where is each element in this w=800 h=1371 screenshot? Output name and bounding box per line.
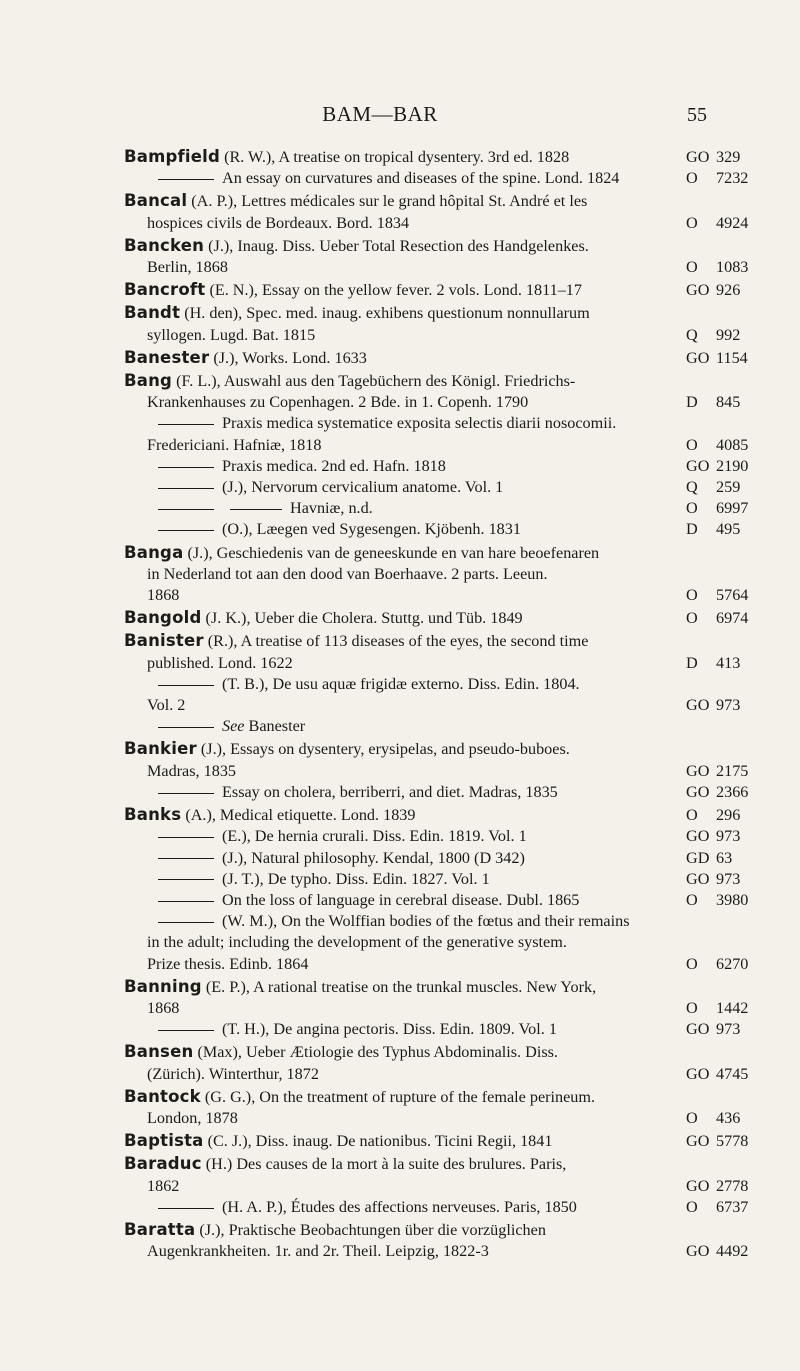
entry-text <box>124 542 686 564</box>
entry-line <box>124 848 764 869</box>
ditto-rule <box>158 1030 214 1031</box>
entry-headword: Bansen <box>124 1042 194 1062</box>
entry-headword: Bancken <box>124 235 205 255</box>
entry-title: Praxis medica systematice exposita selectis diarii nosocomii. <box>222 414 617 433</box>
shelf-number: 259 <box>716 478 741 497</box>
shelf-location: D <box>686 393 698 412</box>
ditto-rule <box>158 509 214 510</box>
entry-text <box>124 932 686 953</box>
entry-line <box>124 761 764 782</box>
entry-text <box>124 826 686 847</box>
entry-text <box>124 257 686 278</box>
entry-title: (W. M.), On the Wolffian bodies of the fœtus and their remains <box>222 912 630 931</box>
index-entry <box>124 190 764 233</box>
entry-continuation: in the adult; including the development of the generative system. <box>147 933 567 952</box>
entry-line <box>124 146 764 168</box>
entry-title: (G. G.), On the treatment of rupture of the female perineum. <box>200 1087 596 1106</box>
shelf-location: Q <box>686 478 698 497</box>
entry-text <box>124 370 686 392</box>
entry-text <box>124 190 686 212</box>
shelf-location: O <box>686 806 698 825</box>
index-entry <box>124 738 764 781</box>
entry-text <box>124 804 686 826</box>
entry-continuation: hospices civils de Bordeaux. Bord. 1834 <box>147 213 410 232</box>
entry-line <box>124 168 764 189</box>
shelf-location: O <box>686 890 698 909</box>
entry-line <box>124 1041 764 1063</box>
entry-title: Havniæ, n.d. <box>290 499 373 518</box>
entry-text <box>124 1153 686 1175</box>
ditto-rule <box>158 793 214 794</box>
entry-title: (J.), Nervorum cervicalium anatome. Vol. 1 <box>222 478 504 497</box>
entry-line <box>124 738 764 760</box>
entry-continuation: in Nederland tot aan den dood van Boerhaave. 2 parts. Leeun. <box>147 564 548 583</box>
entry-text <box>124 998 686 1019</box>
shelf-number: 4085 <box>716 435 749 454</box>
entry-text <box>124 146 686 168</box>
shelf-location: O <box>686 1197 698 1216</box>
index-entry <box>124 976 764 1019</box>
entry-line <box>124 1019 764 1040</box>
entry-line <box>124 564 764 585</box>
shelf-number: 973 <box>716 869 741 888</box>
entry-text <box>124 279 686 301</box>
see-target: Banester <box>244 717 306 736</box>
index-entry <box>124 716 764 737</box>
entry-headword: Bandt <box>124 303 181 323</box>
shelf-number: 413 <box>716 653 741 672</box>
entry-line <box>124 477 764 498</box>
shelf-location: O <box>686 998 698 1017</box>
ditto-rule <box>158 179 214 180</box>
index-entry <box>124 370 764 413</box>
entry-line <box>124 435 764 456</box>
entry-text <box>124 519 686 540</box>
entry-line <box>124 695 764 716</box>
shelf-location: O <box>686 499 698 518</box>
ditto-rule <box>158 530 214 531</box>
entry-line <box>124 826 764 847</box>
entry-text <box>124 585 686 606</box>
entry-line <box>124 302 764 324</box>
shelf-location: GO <box>686 1064 710 1083</box>
entry-line <box>124 347 764 369</box>
entry-continuation: 1868 <box>147 998 180 1017</box>
entry-line <box>124 279 764 301</box>
shelf-number: 926 <box>716 281 741 300</box>
shelf-number: 1442 <box>716 998 749 1017</box>
ditto-rule <box>158 879 214 880</box>
index-entry <box>124 1197 764 1218</box>
shelf-number: 7232 <box>716 169 749 188</box>
entry-line <box>124 519 764 540</box>
entry-line <box>124 782 764 803</box>
entry-text <box>124 1086 686 1108</box>
entry-text <box>124 716 686 737</box>
entry-headword: Baraduc <box>124 1154 202 1174</box>
index-entry <box>124 542 764 607</box>
entry-continuation: syllogen. Lugd. Bat. 1815 <box>147 325 316 344</box>
entry-continuation: 1862 <box>147 1176 180 1195</box>
entry-headword: Banester <box>124 347 210 367</box>
entry-text <box>124 630 686 652</box>
shelf-number: 1083 <box>716 258 749 277</box>
entry-title: (J.), Works. Lond. 1633 <box>209 348 367 367</box>
entry-line <box>124 998 764 1019</box>
ditto-rule <box>158 685 214 686</box>
index-entry <box>124 519 764 540</box>
shelf-number: 973 <box>716 696 741 715</box>
shelf-number: 6270 <box>716 954 749 973</box>
entry-line <box>124 1197 764 1218</box>
shelf-location: GO <box>686 869 710 888</box>
entry-title: An essay on curvatures and diseases of the spine. Lond. 1824 <box>222 169 620 188</box>
entry-title: (J.), Praktische Beobachtungen über die vorzüglichen <box>195 1220 546 1239</box>
shelf-location: GO <box>686 1020 710 1039</box>
entry-title: (A.), Medical etiquette. Lond. 1839 <box>181 806 416 825</box>
entry-text <box>124 1197 686 1218</box>
entry-title: (O.), Læegen ved Sygesengen. Kjöbenh. 1831 <box>222 520 521 539</box>
entry-title: (T. H.), De angina pectoris. Diss. Edin. 1809. Vol. 1 <box>222 1020 557 1039</box>
entry-line <box>124 890 764 911</box>
index-entry <box>124 235 764 278</box>
entry-line <box>124 1176 764 1197</box>
entry-text <box>124 302 686 324</box>
entry-line <box>124 954 764 975</box>
entry-continuation: Madras, 1835 <box>147 761 237 780</box>
entry-line <box>124 1241 764 1262</box>
index-entry <box>124 804 764 826</box>
entry-text <box>124 477 686 498</box>
shelf-location: GO <box>686 827 710 846</box>
index-entry <box>124 782 764 803</box>
entry-line <box>124 716 764 737</box>
shelf-location: D <box>686 520 698 539</box>
entry-text <box>124 325 686 346</box>
entry-title: (F. L.), Auswahl aus den Tagebüchern des Königl. Friedrichs- <box>172 372 576 391</box>
entry-title: (J. T.), De typho. Diss. Edin. 1827. Vol. 1 <box>222 869 490 888</box>
shelf-location: O <box>686 609 698 628</box>
entry-line <box>124 190 764 212</box>
entry-text <box>124 607 686 629</box>
shelf-location: GO <box>686 281 710 300</box>
shelf-location: O <box>686 435 698 454</box>
shelf-number: 3980 <box>716 890 749 909</box>
entry-text <box>124 674 686 695</box>
see-reference: See <box>222 717 245 736</box>
shelf-location: GO <box>686 1176 710 1195</box>
index-entry <box>124 1086 764 1129</box>
shelf-number: 4924 <box>716 213 749 232</box>
index-entry <box>124 607 764 629</box>
entry-text <box>124 435 686 456</box>
entry-line <box>124 1064 764 1085</box>
entry-title: (J.), Natural philosophy. Kendal, 1800 (D 342) <box>222 848 525 867</box>
entry-title: (C. J.), Diss. inaug. De nationibus. Ticini Regii, 1841 <box>203 1132 553 1151</box>
entry-line <box>124 869 764 890</box>
entry-line <box>124 1153 764 1175</box>
entry-text <box>124 869 686 890</box>
shelf-location: GO <box>686 348 710 367</box>
entry-line <box>124 674 764 695</box>
shelf-number: 2190 <box>716 456 749 475</box>
entry-text <box>124 413 686 434</box>
shelf-location: O <box>686 169 698 188</box>
shelf-location: GO <box>686 696 710 715</box>
entry-line <box>124 1219 764 1241</box>
entry-line <box>124 392 764 413</box>
entry-text <box>124 890 686 911</box>
index-entry <box>124 302 764 345</box>
index-entry <box>124 347 764 369</box>
entry-continuation: Augenkrankheiten. 1r. and 2r. Theil. Leipzig, 1822-3 <box>147 1242 489 1261</box>
entry-line <box>124 370 764 392</box>
index-entry <box>124 1130 764 1152</box>
entry-text <box>124 213 686 234</box>
index-entry <box>124 869 764 890</box>
entry-title: On the loss of language in cerebral disease. Dubl. 1865 <box>222 890 580 909</box>
entry-line <box>124 542 764 564</box>
ditto-rule <box>158 837 214 838</box>
shelf-location: GO <box>686 1132 710 1151</box>
entry-line <box>124 1130 764 1152</box>
entry-continuation: Fredericiani. Hafniæ, 1818 <box>147 435 322 454</box>
index-entry <box>124 1153 764 1196</box>
entry-headword: Baratta <box>124 1219 196 1239</box>
index-entry <box>124 1219 764 1262</box>
ditto-rule <box>158 858 214 859</box>
entry-title: (E. N.), Essay on the yellow fever. 2 vols. Lond. 1811–17 <box>205 281 582 300</box>
entry-text <box>124 347 686 369</box>
entry-headword: Banks <box>124 805 182 825</box>
entry-text <box>124 1041 686 1063</box>
entry-text <box>124 782 686 803</box>
entry-line <box>124 804 764 826</box>
page-number: 55 <box>687 104 707 126</box>
index-entry <box>124 848 764 869</box>
entry-line <box>124 235 764 257</box>
entry-line <box>124 911 764 932</box>
shelf-location: GO <box>686 761 710 780</box>
entry-text <box>124 1176 686 1197</box>
running-head: BAM—BAR <box>322 102 438 126</box>
entry-text <box>124 1064 686 1085</box>
shelf-number: 4492 <box>716 1242 749 1261</box>
entry-text <box>124 911 686 932</box>
entry-text <box>124 235 686 257</box>
entry-text <box>124 1108 686 1129</box>
entry-text <box>124 1219 686 1241</box>
entry-text <box>124 1019 686 1040</box>
entry-text <box>124 392 686 413</box>
shelf-location: O <box>686 954 698 973</box>
entry-text <box>124 761 686 782</box>
entry-line <box>124 630 764 652</box>
index-entry <box>124 890 764 911</box>
entry-line <box>124 257 764 278</box>
index-entry <box>124 168 764 189</box>
entry-title: (E. P.), A rational treatise on the trunkal muscles. New York, <box>201 977 597 996</box>
entry-title: (J.), Inaug. Diss. Ueber Total Resection des Handgelenkes. <box>204 236 589 255</box>
entry-text <box>124 848 686 869</box>
entry-continuation: (Zürich). Winterthur, 1872 <box>147 1064 319 1083</box>
entry-headword: Bankier <box>124 739 197 759</box>
entry-headword: Banister <box>124 631 204 651</box>
entry-continuation: Krankenhauses zu Copenhagen. 2 Bde. in 1. Copenh. 1790 <box>147 393 529 412</box>
shelf-location: GO <box>686 148 710 166</box>
entry-headword: Bancroft <box>124 280 206 300</box>
entry-text <box>124 738 686 760</box>
entry-title: (H. A. P.), Études des affections nerveuses. Paris, 1850 <box>222 1197 577 1216</box>
shelf-location: GO <box>686 1242 710 1261</box>
ditto-rule <box>158 467 214 468</box>
shelf-location: O <box>686 586 698 605</box>
shelf-location: O <box>686 213 698 232</box>
entry-title: Praxis medica. 2nd ed. Hafn. 1818 <box>222 456 446 475</box>
entry-headword: Bangold <box>124 608 202 628</box>
shelf-location: D <box>686 653 698 672</box>
entry-headword: Bampfield <box>124 147 221 166</box>
entry-text <box>124 695 686 716</box>
index-entry <box>124 456 764 477</box>
entry-title: (R. W.), A treatise on tropical dysentery. 3rd ed. 1828 <box>220 148 570 166</box>
entry-line <box>124 213 764 234</box>
entry-title: (Max), Ueber Ætiologie des Typhus Abdominalis. Diss. <box>193 1043 558 1062</box>
shelf-location: Q <box>686 325 698 344</box>
shelf-number: 845 <box>716 393 741 412</box>
entry-title: (H. den), Spec. med. inaug. exhibens questionum nonnullarum <box>180 304 590 323</box>
ditto-rule <box>230 509 282 510</box>
entry-headword: Bantock <box>124 1086 201 1106</box>
entry-line <box>124 1086 764 1108</box>
index-entry <box>124 498 764 519</box>
ditto-rule <box>158 922 214 923</box>
index-entry <box>124 911 764 975</box>
entry-continuation: Prize thesis. Edinb. 1864 <box>147 954 309 973</box>
index-entries <box>124 145 764 1262</box>
entry-text <box>124 1241 686 1262</box>
index-entry <box>124 826 764 847</box>
entry-text <box>124 498 686 519</box>
shelf-number: 6737 <box>716 1197 749 1216</box>
entry-title: (T. B.), De usu aquæ frigidæ externo. Diss. Edin. 1804. <box>222 674 580 693</box>
index-entry <box>124 279 764 301</box>
ditto-rule <box>158 901 214 902</box>
shelf-number: 5764 <box>716 586 749 605</box>
entry-continuation: 1868 <box>147 586 180 605</box>
shelf-location: GD <box>686 848 710 867</box>
index-entry <box>124 413 764 455</box>
entry-continuation: Berlin, 1868 <box>147 258 228 277</box>
entry-line <box>124 607 764 629</box>
shelf-location: GO <box>686 782 710 801</box>
shelf-location: O <box>686 1108 698 1127</box>
entry-title: (J. K.), Ueber die Cholera. Stuttg. und Tüb. 1849 <box>201 609 523 628</box>
ditto-rule <box>158 488 214 489</box>
entry-headword: Bang <box>124 371 173 391</box>
shelf-number: 2175 <box>716 761 749 780</box>
entry-text <box>124 954 686 975</box>
index-entry <box>124 1019 764 1040</box>
ditto-rule <box>158 424 214 425</box>
entry-text <box>124 564 686 585</box>
shelf-number: 1154 <box>716 348 748 367</box>
entry-headword: Banga <box>124 542 184 562</box>
entry-line <box>124 413 764 434</box>
shelf-number: 296 <box>716 806 741 825</box>
entry-headword: Baptista <box>124 1131 204 1151</box>
shelf-number: 2366 <box>716 782 749 801</box>
entry-text <box>124 456 686 477</box>
index-entry <box>124 146 764 168</box>
shelf-number: 2778 <box>716 1176 749 1195</box>
entry-title: Essay on cholera, berriberri, and diet. Madras, 1835 <box>222 782 558 801</box>
ditto-rule <box>158 1208 214 1209</box>
entry-text <box>124 168 686 189</box>
entry-continuation: published. Lond. 1622 <box>147 653 293 672</box>
entry-line <box>124 976 764 998</box>
index-entry <box>124 477 764 498</box>
shelf-number: 436 <box>716 1108 741 1127</box>
entry-line <box>124 325 764 346</box>
entry-title: (E.), De hernia crurali. Diss. Edin. 1819. Vol. 1 <box>222 827 527 846</box>
index-entry <box>124 1041 764 1084</box>
shelf-number: 992 <box>716 325 741 344</box>
entry-line <box>124 456 764 477</box>
shelf-number: 973 <box>716 1020 741 1039</box>
shelf-number: 973 <box>716 827 741 846</box>
shelf-number: 4745 <box>716 1064 749 1083</box>
entry-title: (H.) Des causes de la mort à la suite des brulures. Paris, <box>201 1155 567 1174</box>
shelf-location: GO <box>686 456 710 475</box>
entry-title: (R.), A treatise of 113 diseases of the eyes, the second time <box>203 632 589 651</box>
page-header <box>0 96 800 136</box>
shelf-number: 495 <box>716 520 741 539</box>
shelf-number: 63 <box>716 848 733 867</box>
entry-headword: Bancal <box>124 191 188 211</box>
ditto-rule <box>158 727 214 728</box>
shelf-number: 329 <box>716 148 741 166</box>
entry-continuation: Vol. 2 <box>147 696 186 715</box>
shelf-number: 5778 <box>716 1132 749 1151</box>
entry-continuation: London, 1878 <box>147 1108 238 1127</box>
entry-line <box>124 932 764 953</box>
entry-line <box>124 498 764 519</box>
entry-line <box>124 653 764 674</box>
shelf-location: O <box>686 258 698 277</box>
entry-title: (J.), Geschiedenis van de geneeskunde en van hare beoefenaren <box>183 543 600 562</box>
entry-title: (A. P.), Lettres médicales sur le grand hôpital St. André et les <box>187 192 588 211</box>
entry-text <box>124 976 686 998</box>
shelf-number: 6974 <box>716 609 749 628</box>
shelf-number: 6997 <box>716 499 749 518</box>
entry-title: (J.), Essays on dysentery, erysipelas, and pseudo-buboes. <box>196 740 570 759</box>
entry-headword: Banning <box>124 976 202 996</box>
entry-line <box>124 1108 764 1129</box>
index-entry <box>124 674 764 716</box>
index-entry <box>124 630 764 673</box>
entry-text <box>124 1130 686 1152</box>
entry-line <box>124 585 764 606</box>
entry-text <box>124 653 686 674</box>
